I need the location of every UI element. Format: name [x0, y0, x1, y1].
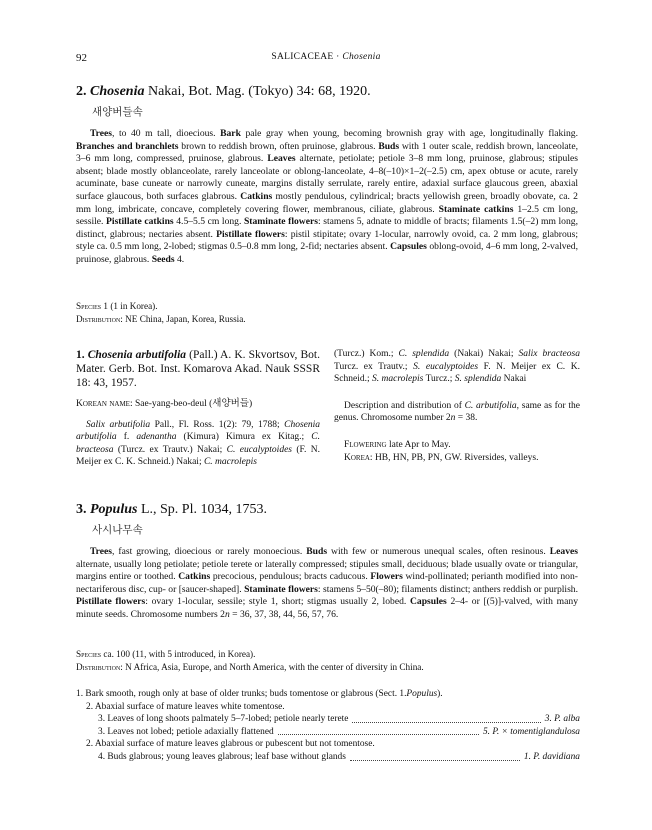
running-head-separator: ·: [333, 52, 343, 62]
text-run: (Turcz. ex Trautv.) Nakai;: [113, 444, 227, 455]
key-text: 3. Leaves not lobed; petiole adaxially flattened: [98, 726, 274, 737]
note-text-b: , same as for the genus. Chromosome number 2: [334, 400, 580, 424]
bold-term: Staminate flowers: [243, 216, 318, 228]
text-run: (F. N. Meijer ex C. K. Schneid.) Nakai;: [76, 444, 321, 468]
bold-term: Branches and branchlets: [76, 140, 179, 152]
key-couplet: [76, 701, 580, 714]
bold-term: Flowers: [370, 571, 403, 583]
species-left-column: [76, 348, 320, 469]
korea-value: HB, HN, PB, PN, GW. Riversides, valleys.: [372, 452, 539, 463]
synonyms-right: [334, 348, 580, 386]
text-run: precocious, pendulous; bracts caducous.: [210, 571, 371, 583]
bold-term: Buds: [378, 140, 400, 152]
key-text: 2. Abaxial surface of mature leaves white tomentose.: [86, 701, 285, 712]
italic-term: Salix arbutifolia: [86, 419, 151, 430]
bold-term: Pistillate flowers: [76, 596, 146, 608]
italic-term: S. macrolepis: [372, 374, 424, 385]
text-run: : stamens 5–50(–80); filaments distinct; anthers reddish or purplish.: [317, 583, 578, 595]
bold-term: Staminate flowers: [244, 583, 318, 595]
text-run: : pistil stipitate; ovary 1-locular, narrowly ovoid, ca. 2 mm long, glabrous; style ca. 0.5 mm long, 2-lobed; stigmas 0.5–0.8 mm long, 2-fid; nectaries absent.: [76, 228, 578, 253]
text-run: , fast growing, dioecious or rarely monoecious.: [112, 546, 307, 557]
key-text-tail: ).: [437, 689, 443, 699]
distribution-label: Distribution:: [76, 662, 123, 672]
bold-term: Pistillate flowers: [216, 228, 285, 240]
text-run: (Nakai) Nakai;: [449, 349, 519, 359]
italic-term: C. eucalyptoides: [226, 444, 292, 455]
key-leader-dots: [278, 726, 479, 736]
flowering-label: Flowering: [344, 439, 387, 450]
note-n: n: [450, 413, 456, 424]
korean-name-line: [76, 398, 320, 411]
italic-term: S. eucalyptoides: [413, 361, 479, 372]
species-right-column: [334, 348, 580, 464]
text-run: alternate, petiolate; petiole 3–8 mm long, pruinose, glabrous; stipules absent; blade mostly oblanceolate, rarely lanceolate or oblong-lanceolate, 4–8(–10)×1–2(–2.5) cm, apex obtuse or acute, rarely acuminate, base cuneate or narrowly cuneate, margins distally serrulate, rarely entire, adaxial surface glaucous green, abaxial surface glaucous, both surfaces glabrous.: [76, 153, 578, 202]
running-head-genus: Chosenia: [342, 52, 381, 62]
genus-author: L., Sp. Pl. 1034, 1753.: [137, 502, 267, 517]
key-text: 4. Buds glabrous; young leaves glabrous; leaf base without glands: [98, 751, 346, 762]
running-head: [0, 52, 652, 62]
key-destination: 1. P. davidiana: [523, 751, 580, 762]
species-heading: [76, 348, 320, 390]
text-run: mostly pendulous, cylindrical; bracts yellowish green, broadly obovate, ca. 2 mm long, imbricate, concave, completely covering flower, membranous, ciliate, glabrous.: [76, 190, 578, 215]
bold-term: Bark: [220, 128, 241, 139]
key-couplet: [76, 751, 580, 764]
text-run: alternate, usually long petiolate; petiole terete or laterally compressed; stipules small, deciduous; blade usually ovate or triangular, margins entire or toothed.: [76, 558, 578, 583]
text-run: 4.5–5.5 cm long.: [173, 216, 244, 228]
bold-term: Seeds: [151, 253, 175, 265]
bold-term: Buds: [306, 546, 328, 557]
page-number: 92: [76, 52, 87, 64]
italic-term: Chosenia arbutifolia: [76, 419, 321, 443]
text-run: with few or numerous unequal scales, often resinous.: [327, 546, 550, 557]
italic-term: C. bracteosa: [76, 432, 320, 455]
genus-author: Nakai, Bot. Mag. (Tokyo) 34: 68, 1920.: [144, 84, 371, 99]
bold-term: Capsules: [409, 596, 447, 608]
note-text-c: = 38.: [455, 413, 478, 424]
text-run: = 36, 37, 38, 44, 56, 57, 76.: [229, 608, 339, 620]
bold-term: Catkins: [178, 571, 211, 583]
genus-description-chosenia: [76, 128, 578, 267]
bold-term: Leaves: [267, 153, 296, 165]
species-label: Species: [76, 301, 102, 311]
korea-line: [334, 452, 580, 465]
text-run: : ovary 1-locular, sessile; style 1, short; stigmas usually 2, lobed.: [145, 596, 410, 608]
synonyms-left: [76, 419, 320, 469]
distribution-value: N Africa, Asia, Europe, and North America, with the center of diversity in China.: [122, 662, 424, 672]
key-destination: 3. P. alba: [544, 714, 580, 725]
species-name: Chosenia arbutifolia: [87, 349, 187, 361]
bold-term: Trees: [90, 546, 113, 557]
key-text: 2. Abaxial surface of mature leaves glabrous or pubescent but not tomentose.: [86, 739, 375, 750]
species-number: 1.: [76, 349, 85, 361]
key-couplet: [76, 713, 580, 726]
text-run: Pall., Fl. Ross. 1(2): 79, 1788;: [150, 419, 285, 430]
text-run: f.: [116, 432, 137, 443]
distribution-label: Distribution:: [76, 314, 123, 324]
korea-label: Korea:: [344, 452, 373, 463]
species-author: (Pall.) A. K. Skvortsov, Bot. Mater. Gerb. Bot. Inst. Komarova Akad. Nauk SSSR 18: 43, 1957.: [76, 349, 321, 389]
text-run: 4.: [174, 253, 185, 265]
korean-name-value: Sae-yang-beo-deul (새양버들): [132, 399, 253, 409]
italic-term: Salix bracteosa: [518, 349, 580, 359]
genus-heading-populus: [76, 502, 267, 518]
genus-description-populus: [76, 546, 578, 622]
bold-term: Catkins: [240, 190, 273, 202]
genus-korean-name: 새양버들속: [92, 106, 143, 118]
text-run: Nakai: [501, 374, 527, 385]
running-head-family: SALICACEAE: [271, 52, 334, 62]
key-text: 1. Bark smooth, rough only at base of older trunks; buds tomentose or glabrous (Sect. 1.: [76, 689, 407, 699]
text-run: (Turcz.) Kom.;: [334, 349, 399, 359]
bold-term: Leaves: [549, 546, 578, 557]
chosenia-meta: [76, 300, 246, 326]
genus-number: 2.: [76, 84, 87, 99]
genus-number: 3.: [76, 502, 87, 517]
italic-term: adenantha: [136, 432, 177, 443]
key-couplet: [76, 688, 580, 701]
species-value: 1 (1 in Korea).: [101, 301, 158, 311]
key-leader-dots: [352, 713, 540, 723]
flowering-line: [334, 439, 580, 452]
key-couplet: [76, 726, 580, 739]
key-couplet: [76, 738, 580, 751]
genus-heading-chosenia: [76, 84, 371, 100]
species-label: Species: [76, 649, 102, 659]
key-destination: 5. P. × tomentiglandulosa: [482, 726, 580, 737]
bold-term: Pistillate catkins: [106, 216, 174, 228]
italic-term: C. splendida: [398, 349, 450, 359]
flowering-value: late Apr to May.: [386, 439, 451, 450]
note-species: C. arbutifolia: [464, 400, 517, 411]
populus-meta: [76, 648, 424, 674]
text-run: 1–2.5 cm long, sessile.: [76, 203, 578, 228]
description-note: [334, 400, 580, 425]
text-run: Turcz. ex Trautv.;: [334, 361, 414, 372]
text-run: 2–4- or [(5)]-valved, with many minute seeds. Chromosome numbers 2: [76, 596, 578, 620]
italic-term: S. splendida: [454, 374, 502, 385]
text-run: oblong-ovoid, 4–6 mm long, 2-valved, pruinose, glabrous.: [76, 241, 578, 265]
italic-term: C. macrolepis: [203, 457, 257, 468]
bold-term: Trees: [90, 128, 113, 139]
text-run: pale gray when young, becoming brownish gray with age, longitudinally flaking.: [240, 128, 578, 139]
text-run: wind-pollinated; perianth modified into non-nectariferous disc, cup- or [saucer-shaped].: [76, 571, 578, 595]
text-run: Turcz.;: [423, 374, 455, 385]
text-run: (Kimura) Kimura ex Kitag.;: [176, 432, 312, 443]
text-run: F. N. Meijer ex C. K. Schneid.;: [334, 361, 580, 385]
key-leader-dots: [350, 751, 520, 761]
text-run: with 1 outer scale, reddish brown, lanceolate, 3–6 mm long, compressed, pruinose, glabrous.: [76, 140, 578, 165]
species-value: ca. 100 (11, with 5 introduced, in Korea).: [101, 649, 256, 659]
text-run: : stamens 5, adnate to middle of bracts; filaments 1.5(–2) mm long, distinct, glabrous; nectaries absent.: [76, 216, 578, 240]
distribution-value: NE China, Japan, Korea, Russia.: [122, 314, 246, 324]
identification-key: [76, 688, 580, 764]
bold-term: Capsules: [390, 241, 427, 253]
genus-name: Chosenia: [90, 84, 145, 99]
genus-korean-name: 사시나무속: [92, 524, 143, 536]
italic-term: n: [224, 608, 230, 620]
korean-name-label: Korean name:: [76, 399, 133, 409]
genus-name: Populus: [90, 502, 138, 517]
key-text: 3. Leaves of long shoots palmately 5–7-lobed; petiole nearly terete: [98, 714, 349, 725]
key-italic: Populus: [406, 689, 438, 699]
text-run: brown to reddish brown, often pruinose, glabrous.: [178, 140, 379, 152]
text-run: , to 40 m tall, dioecious.: [112, 128, 221, 139]
note-text-a: Description and distribution of: [344, 400, 465, 411]
bold-term: Staminate catkins: [438, 203, 514, 215]
